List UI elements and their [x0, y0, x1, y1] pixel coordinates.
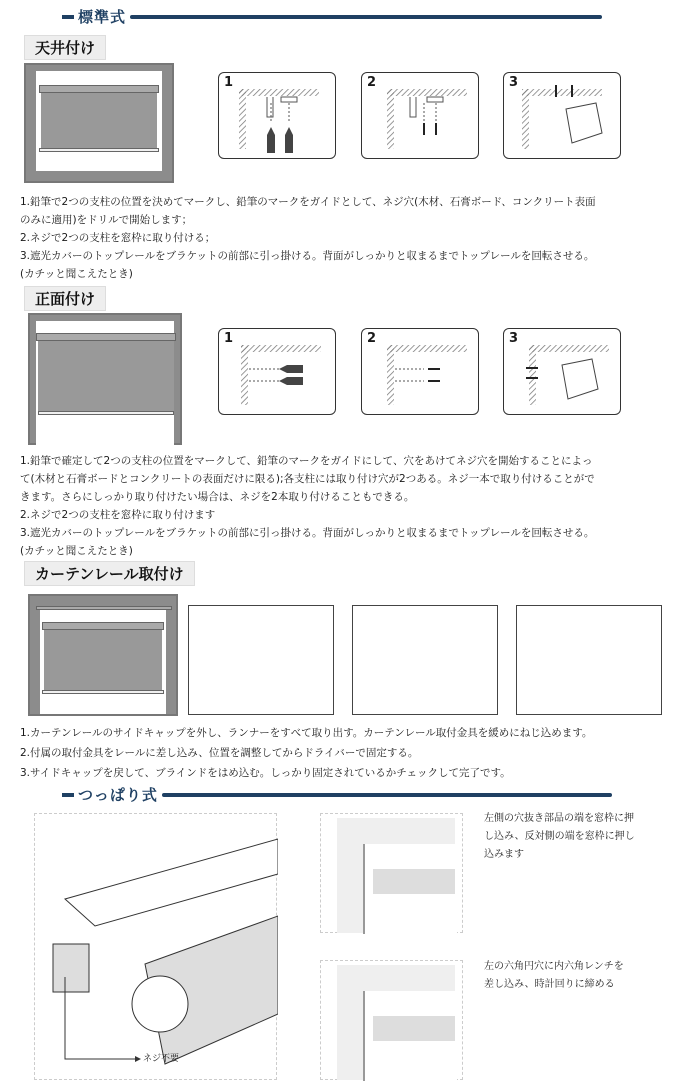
window-illustration-ceiling [24, 63, 174, 183]
title-rule [162, 793, 612, 797]
front-pencil-icon [219, 329, 337, 416]
title-dash [62, 15, 74, 19]
curtain-rail-instructions: 1.カーテンレールのサイドキャップを外し、ランナーをすべて取り出す。カーテンレール取付金具を緩めにねじ込めます。 2.付属の取付金具をレールに差し込み、位置を調整してからドライバーで固定する。 3.サイドキャップを戻して、ブラインドをはめ込む。しっかり固定されているかチェックして完了です。 [20, 727, 593, 779]
section-title-text: 標準式 [78, 8, 127, 26]
bracket-assembly-illustration [188, 605, 334, 715]
section-title-text: つっぱり式 [78, 786, 158, 804]
tension-rod-illustration [34, 813, 277, 1080]
tag-ceiling-mount: 天井付け [24, 35, 106, 60]
step-ceiling-3: 3 [503, 72, 621, 159]
section-title-tension [62, 784, 612, 805]
step-front-3: 3 [503, 328, 621, 415]
blind-snap-in-illustration [516, 605, 662, 715]
front-mount-instructions: 1.鉛筆で確定して2つの支柱の位置をマークして、鉛筆のマークをガイドにして、穴をあけてネジ穴を開始することによっ て(木材と石膏ボードとコンクリートの表面だけに限る);各支柱には取り付け穴が2つある。ネジ一本で取り付けることがで きます。さらにしっかり取り付けたい場合は、ネジを2本取り付けることもできる。 2.ネジで2つの支柱を窓枠に取り付けます 3.遮光カバーのトップレールをブラケットの前部に引っ掛ける。背面がしっかりと収まるまでトップレールを回転させる。 (カチッと聞こえたとき) [20, 455, 595, 557]
front-screw-icon [362, 329, 480, 416]
no-screws-label: ネジ不要 [143, 1054, 180, 1064]
front-rail-hook-icon [504, 329, 622, 416]
title-dash [62, 793, 74, 797]
ceiling-mount-instructions: 1.鉛筆で2つの支柱の位置を決めてマークし、鉛筆のマークをガイドとして、ネジ穴(木材、石膏ボード、コンクリート表面 のみに適用)をドリルで開始します； 2.ネジで2つの支柱を窓枠に取り付ける； 3.遮光カバーのトップレールをブラケットの前部に引っ掛ける。背面がしっかりと収まるまでトップレールを回転させる。 (カチッと聞こえたとき) [20, 196, 596, 280]
step-ceiling-2: 2 [361, 72, 479, 159]
title-rule [130, 15, 602, 19]
section-title-standard [62, 6, 602, 27]
tension-note-2: 左の六角円穴に内六角レンチを 差し込み、時計回りに締める [484, 961, 624, 990]
tension-note-1: 左側の穴抜き部品の端を窓枠に押 し込み、反対側の端を窓枠に押し 込みます [484, 813, 635, 860]
tension-step1-illustration [320, 813, 463, 933]
step-front-1: 1 [218, 328, 336, 415]
window-illustration-front [28, 313, 182, 445]
step-ceiling-1: 1 [218, 72, 336, 159]
bracket-pencil-icon [219, 73, 337, 160]
tag-curtain-rail: カーテンレール取付け [24, 561, 195, 586]
bracket-screw-icon [362, 73, 480, 160]
step-front-2: 2 [361, 328, 479, 415]
tension-step2-illustration [320, 960, 463, 1080]
rail-insert-illustration [352, 605, 498, 715]
window-illustration-rail [28, 594, 178, 716]
rail-hook-icon [504, 73, 622, 160]
tag-front-mount: 正面付け [24, 286, 106, 311]
